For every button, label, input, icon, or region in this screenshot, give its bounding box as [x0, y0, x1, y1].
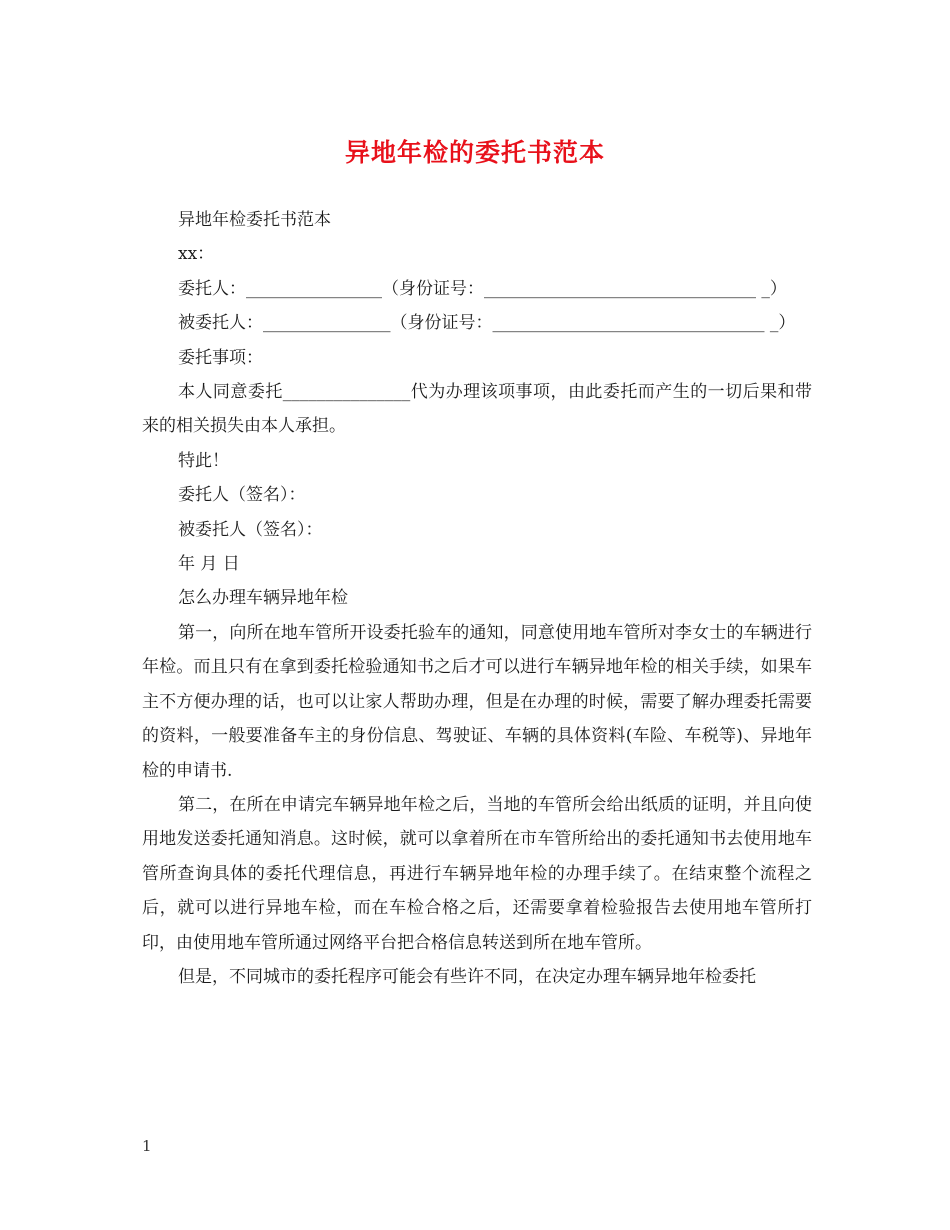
document-title: 异地年检的委托书范本: [344, 138, 605, 167]
paragraph-principal: 委托人：________________（身份证号：________________________________ _）: [178, 278, 787, 299]
paragraph-matters-label: 委托事项：: [178, 347, 263, 368]
paragraph-heading: 异地年检委托书范本: [178, 210, 331, 230]
paragraph-step-one: 第一，向所在地车管所开设委托验车的通知，同意使用地车管所对李女士的车辆进行年检。而且只有在拿到委托检验通知书之后才可以进行车辆异地年检的相关手续，如果车主不方便办理的话，也可以让家人帮助办理，但是在办理的时候，需要了解办理委托需要的资料，一般要准备车主的身份信息、驾驶证、车辆的具体资料(车险、车税等)、异地年检的申请书.: [142, 622, 812, 781]
paragraph-note: 但是，不同城市的委托程序可能会有些许不同，在决定办理车辆异地年检委托: [178, 966, 756, 987]
document-body: [142, 203, 812, 994]
paragraph-agent-signature: 被委托人（签名）：: [178, 519, 323, 540]
paragraph-consent: 本人同意委托_______________代为办理该项事项，由此委托而产生的一切后果和带来的相关损失由本人承担。: [142, 382, 812, 437]
page-number: 1: [142, 1137, 152, 1155]
paragraph-principal-signature: 委托人（签名）：: [178, 485, 306, 506]
paragraph-step-two: 第二，在所在申请完车辆异地年检之后，当地的车管所会给出纸质的证明，并且向使用地发送委托通知消息。这时候，就可以拿着所在市车管所给出的委托通知书去使用地车管所查询具体的委托代理信息，再进行车辆异地年检的办理手续了。在结束整个流程之后，就可以进行异地车检，而在车检合格之后，还需要拿着检验报告去使用地车管所打印，由使用地车管所通过网络平台把合格信息转送到所在地车管所。: [142, 794, 812, 953]
paragraph-howto-heading: 怎么办理车辆异地年检: [178, 588, 348, 609]
paragraph-date: 年 月 日: [178, 554, 240, 575]
paragraph-salutation: xx：: [178, 244, 215, 265]
paragraph-hereby: 特此！: [178, 450, 229, 471]
paragraph-agent: 被委托人：_______________（身份证号：________________________________ _）: [178, 313, 796, 334]
